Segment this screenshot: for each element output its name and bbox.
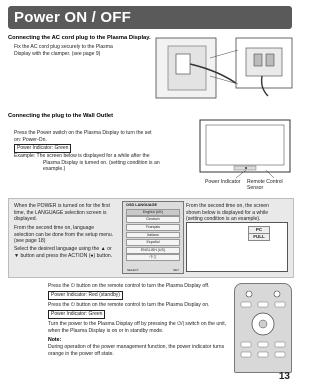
osd-language-menu xyxy=(122,201,184,274)
osd-menu-item[interactable]: Italiano xyxy=(126,232,180,239)
remote-sensor-label: Remote Control Sensor xyxy=(247,179,283,192)
note-heading: Note: xyxy=(48,337,62,343)
osd-menu-title: OSD LANGUAGE xyxy=(126,203,158,207)
ac-cord-illustration xyxy=(150,36,296,102)
power-indicator-red-box: Power Indicator: Red (standby) xyxy=(48,291,123,300)
panel-left-line-8: ▼ button and press the ACTION (●) button. xyxy=(14,252,113,259)
screen-label-full: FULL xyxy=(248,233,270,241)
note-text-2: orange in the power off state. xyxy=(48,350,114,357)
panel-right-line-2: shown below is displayed for a while xyxy=(186,209,269,216)
panel-left-line-4: From the second time on, language xyxy=(14,225,95,231)
osd-menu-item[interactable]: English (UK) xyxy=(126,209,180,216)
osd-menu-item[interactable]: 中文 xyxy=(126,254,180,261)
section-heading-ac-cord: Connecting the AC cord plug to the Plasma Display. xyxy=(8,35,151,41)
ac-cord-text-1: Fix the AC cord plug securely to the Plasma xyxy=(14,44,113,50)
section-heading-wall-outlet: Connecting the plug to the Wall Outlet xyxy=(8,113,114,119)
remote-control-illustration xyxy=(234,283,292,373)
panel-left-line-7: Select the desired language using the ▲ or xyxy=(14,246,112,252)
panel-left-line-1: When the POWER is turned on for the first xyxy=(14,203,110,209)
wall-outlet-text-2: on: Power-On. xyxy=(14,136,47,143)
screen-label-pc: PC xyxy=(248,226,270,234)
panel-left-line-3: displayed. xyxy=(14,216,37,222)
osd-menu-item[interactable]: Français xyxy=(126,224,180,231)
page-title: Power ON / OFF xyxy=(14,9,131,26)
display-screen-example xyxy=(186,222,288,272)
wall-outlet-text-1: Press the Power switch on the Plasma Display to turn the set xyxy=(14,130,152,136)
osd-menu-item[interactable]: Español xyxy=(126,239,180,246)
plasma-display-illustration xyxy=(196,118,294,182)
turn-off-text-1: Turn the power to the Plasma Display off by pressing the ⏻/| switch on the unit, xyxy=(48,321,227,327)
panel-left-line-2: time, the LANGUAGE selection screen is xyxy=(14,209,107,216)
panel-right-line-1: From the second time on, the screen xyxy=(186,203,269,209)
turn-off-text-2: when the Plasma Display is on or in standby mode. xyxy=(48,327,164,334)
panel-right-line-3: (setting condition is an example). xyxy=(186,216,261,222)
panel-left-line-6: (see page 18) xyxy=(14,238,46,244)
panel-left-line-5: selection can be done from the setup menu. xyxy=(14,231,114,238)
remote-buttons-icon xyxy=(235,284,291,372)
example-text-3: example.) xyxy=(43,166,66,172)
osd-menu-footer-select: SELECT xyxy=(127,268,139,272)
note-text-1: During operation of the power management function, the power indicator turns xyxy=(48,344,225,350)
ac-cord-text-2: Display with the clamper. (see page 9) xyxy=(14,50,101,57)
page-number: 13 xyxy=(278,371,290,382)
power-indicator-green-box: Power Indicator: Green xyxy=(14,144,71,153)
power-indicator-green-box-2: Power Indicator: Green xyxy=(48,310,105,319)
example-text-1: Example: The screen below is displayed for a while after the xyxy=(14,153,150,159)
osd-menu-item[interactable]: ENGLISH (US) xyxy=(126,247,180,254)
osd-menu-footer-set: SET xyxy=(173,268,179,272)
remote-off-text: Press the ⏻ button on the remote control to turn the Plasma Display off. xyxy=(48,283,210,289)
osd-menu-item[interactable]: Deutsch xyxy=(126,216,180,223)
power-indicator-label: Power Indicator xyxy=(205,179,241,185)
remote-on-text: Press the ⏻ button on the remote control to turn the Plasma Display on. xyxy=(48,302,210,308)
example-text-2: Plasma Display is turned on. (setting condition is an xyxy=(43,159,160,166)
